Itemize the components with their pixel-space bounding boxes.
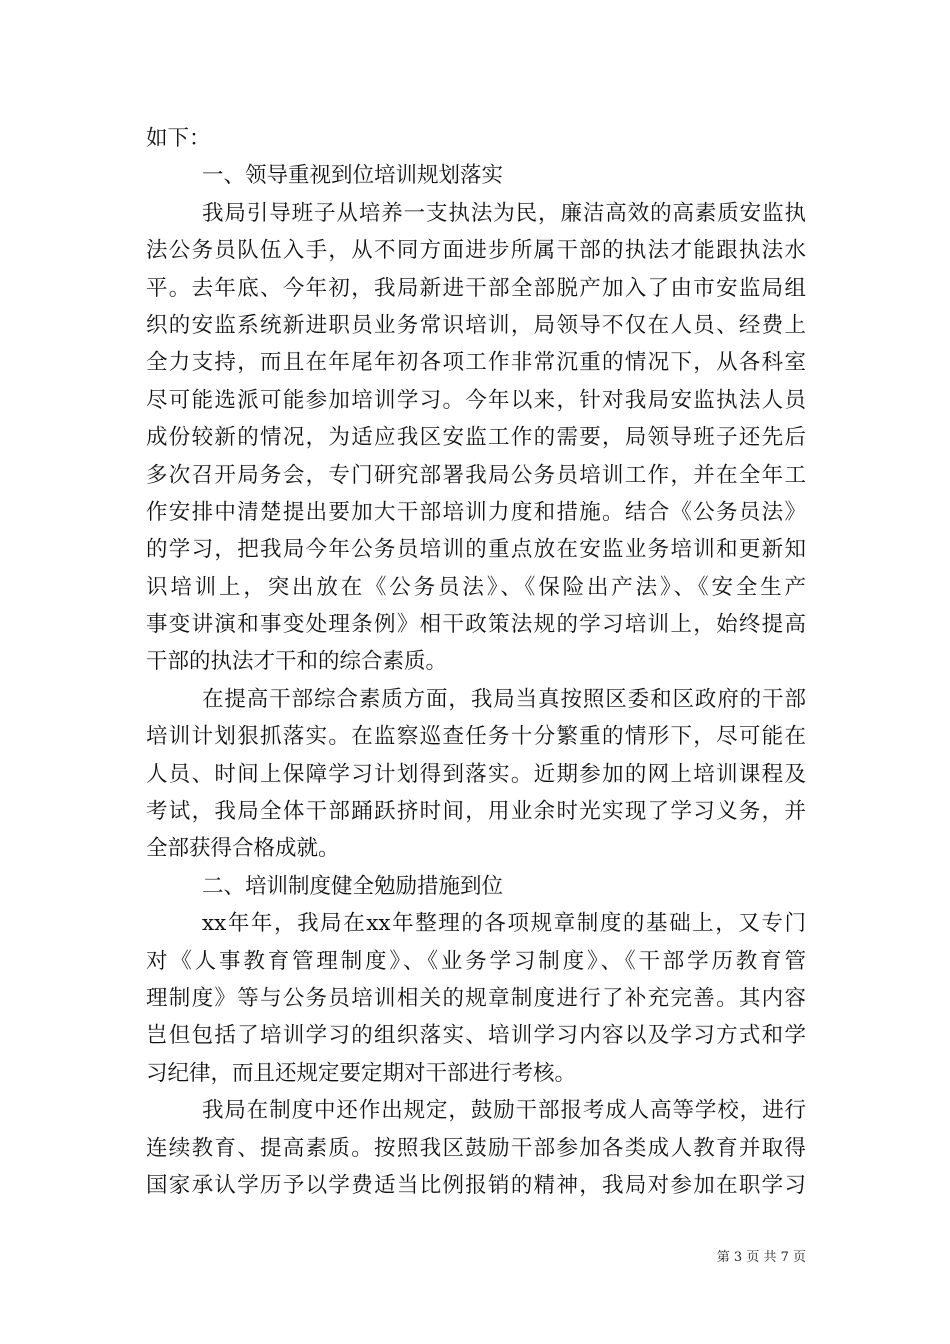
text-line: 的学习，把我局今年公务员培训的重点放在安监业务培训和更新知 [146, 537, 806, 563]
page-number: 第 3 页 共 7 页 [716, 1250, 806, 1265]
text-line: 干部的执法才干和的综合素质。 [146, 649, 448, 675]
text-line: 我局在制度中还作出规定，鼓励干部报考成人高等学校，进行 [202, 1098, 806, 1124]
text-line: 人员、时间上保障学习计划得到落实。近期参加的网上培训课程及 [146, 761, 806, 787]
text-line: 识培训上，突出放在《公务员法》、《保险出产法》、《安全生产 [146, 574, 806, 600]
text-line: 我局引导班子从培养一支执法为民，廉洁高效的高素质安监执 [202, 200, 806, 226]
text-line: 培训计划狠抓落实。在监察巡查任务十分繁重的情形下，尽可能在 [146, 724, 806, 750]
text-line: 平。去年底、今年初，我局新进干部全部脱产加入了由市安监局组 [146, 275, 806, 301]
text-line: 岂但包括了培训学习的组织落实、培训学习内容以及学习方式和学 [146, 1023, 806, 1049]
text-line: 法公务员队伍入手，从不同方面进步所属干部的执法才能跟执法水 [146, 238, 806, 264]
section-heading: 二、培训制度健全勉励措施到位 [202, 873, 504, 899]
text-line: 尽可能选派可能参加培训学习。今年以来，针对我局安监执法人员 [146, 387, 806, 413]
text-line: xx年年，我局在xx年整理的各项规章制度的基础上，又专门 [202, 911, 806, 937]
text-line: 习纪律，而且还规定要定期对干部进行考核。 [146, 1060, 577, 1086]
text-line: 事变讲演和事变处理条例》相干政策法规的学习培训上，始终提高 [146, 612, 806, 638]
text-line: 全力支持，而且在年尾年初各项工作非常沉重的情况下，从各科室 [146, 350, 806, 376]
text-line: 如下： [146, 126, 211, 151]
text-line: 在提高干部综合素质方面，我局当真按照区委和区政府的干部 [202, 686, 806, 712]
section-heading: 一、领导重视到位培训规划落实 [202, 163, 504, 189]
text-line: 连续教育、提高素质。按照我区鼓励干部参加各类成人教育并取得 [146, 1135, 806, 1161]
text-line: 全部获得合格成就。 [146, 836, 340, 862]
text-line: 理制度》等与公务员培训相关的规章制度进行了补充完善。其内容 [146, 985, 806, 1011]
text-line: 国家承认学历予以学费适当比例报销的精神，我局对参加在职学习 [146, 1172, 806, 1198]
text-line: 对《人事教育管理制度》、《业务学习制度》、《干部学历教育管 [146, 948, 806, 974]
text-line: 作安排中清楚提出要加大干部培训力度和措施。结合《公务员法》 [146, 499, 806, 525]
text-line: 成份较新的情况，为适应我区安监工作的需要，局领导班子还先后 [146, 425, 806, 451]
text-line: 多次召开局务会，专门研究部署我局公务员培训工作，并在全年工 [146, 462, 806, 488]
text-line: 考试，我局全体干部踊跃挤时间，用业余时光实现了学习义务，并 [146, 799, 806, 825]
document-body [146, 120, 806, 1204]
text-line: 织的安监系统新进职员业务常识培训，局领导不仅在人员、经费上 [146, 312, 806, 338]
